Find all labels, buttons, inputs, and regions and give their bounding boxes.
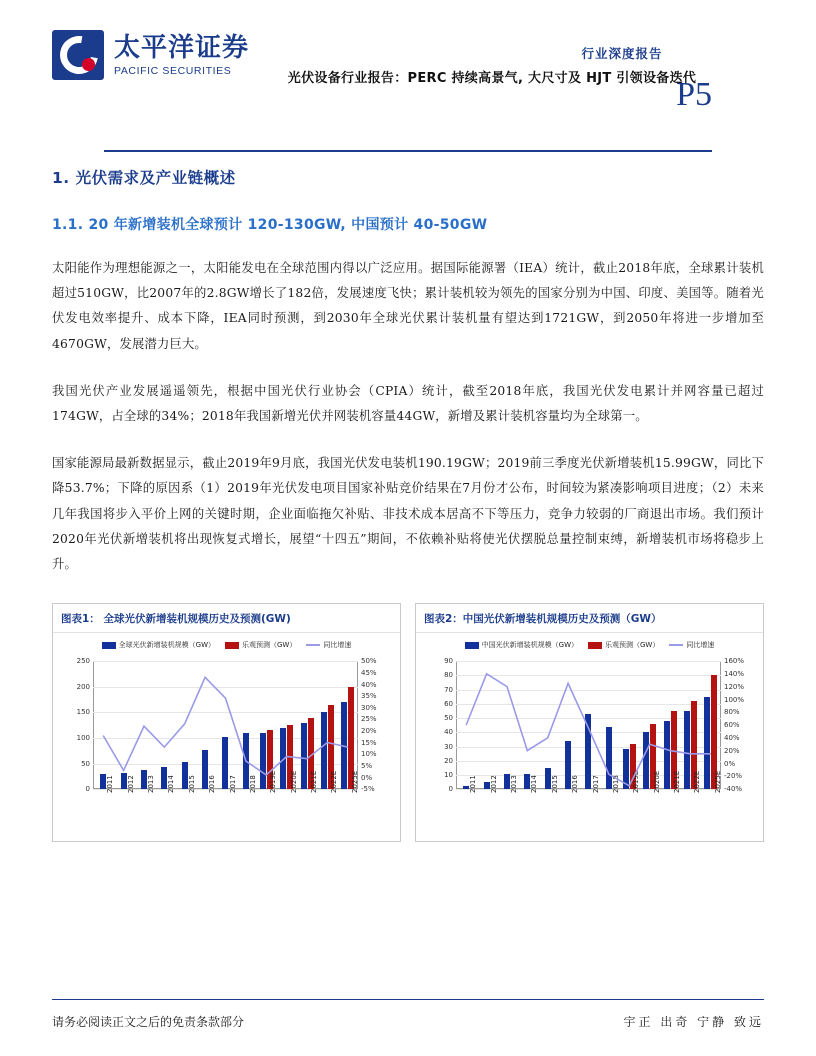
header-divider bbox=[104, 150, 712, 152]
y-axis-tick-label: 90 bbox=[444, 657, 453, 666]
x-axis-tick-label: 2022E bbox=[330, 770, 339, 794]
secondary-y-axis-tick-label: 140% bbox=[724, 670, 745, 679]
exhibit-1-title: 图表1： 全球光伏新增装机规模历史及预测(GW) bbox=[53, 604, 400, 633]
report-type-label: 行业深度报告 bbox=[581, 46, 663, 61]
body-paragraph: 太阳能作为理想能源之一，太阳能发电在全球范围内得以广泛应用。据国际能源署（IEA）统计，截止2018年底，全球累计装机超过510GW，比2007年的2.8GW增长了182倍，发展速度飞快；累计装机较为领先的国家分别为中国、印度、美国等。随着光伏发电效率提升、成本下降，IEA同时预测，到2030年全球光伏累计装机量有望达到1721GW，到2050年将进一步增加至4670GW，发展潜力巨大。 bbox=[52, 261, 764, 351]
legend-swatch-blue-icon bbox=[465, 642, 479, 649]
secondary-y-axis-tick-label: -40% bbox=[724, 785, 743, 794]
y-axis-tick-label: 250 bbox=[76, 657, 90, 666]
legend-label: 乐观预测（GW） bbox=[242, 641, 297, 650]
x-axis-tick-label: 2019E bbox=[632, 770, 641, 794]
exhibit-2-legend bbox=[416, 633, 763, 653]
growth-rate-line-series bbox=[93, 661, 358, 789]
subsection-heading: 1.1. 20 年新增装机全球预计 120-130GW, 中国预计 40-50GW bbox=[52, 217, 488, 233]
y-axis-tick-label: 200 bbox=[76, 682, 90, 691]
secondary-y-axis-tick-label: 30% bbox=[361, 703, 377, 712]
y-axis-tick-label: 100 bbox=[76, 734, 90, 743]
logo-english-name: PACIFIC SECURITIES bbox=[114, 65, 232, 78]
secondary-y-axis-tick-label: 80% bbox=[724, 708, 740, 717]
y-axis-tick-label: 50 bbox=[444, 714, 453, 723]
secondary-y-axis-tick-label: 100% bbox=[724, 695, 745, 704]
logo-text bbox=[114, 33, 249, 77]
x-axis-tick-label: 2021E bbox=[310, 770, 319, 794]
secondary-y-axis-tick-label: 35% bbox=[361, 692, 377, 701]
secondary-y-axis-tick-label: 45% bbox=[361, 668, 377, 677]
legend-swatch-red-icon bbox=[225, 642, 239, 649]
x-axis-tick-label: 2021E bbox=[673, 770, 682, 794]
x-axis-tick-label: 2016 bbox=[208, 775, 217, 794]
legend-swatch-red-icon bbox=[588, 642, 602, 649]
x-axis-tick-label: 2013 bbox=[509, 775, 518, 794]
exhibit-1-legend bbox=[53, 633, 400, 653]
secondary-y-axis-tick-label: 60% bbox=[724, 721, 740, 730]
legend-label: 中国光伏新增装机规模（GW） bbox=[481, 641, 578, 650]
legend-label: 乐观预测（GW） bbox=[605, 641, 660, 650]
legend-item bbox=[465, 640, 578, 650]
header-titles bbox=[267, 44, 717, 89]
x-axis-tick-label: 2017 bbox=[591, 775, 600, 794]
x-axis-tick-label: 2025E bbox=[713, 770, 722, 794]
legend-label: 同比增速 bbox=[323, 641, 352, 650]
x-axis-tick-label: 2020E bbox=[289, 770, 298, 794]
legend-item bbox=[669, 640, 714, 650]
secondary-y-axis-tick-label: 15% bbox=[361, 738, 377, 747]
legend-item bbox=[225, 640, 296, 650]
logo-chinese-name: 太平洋证券 bbox=[114, 32, 250, 63]
legend-label: 全球光伏新增装机规模（GW） bbox=[118, 641, 215, 650]
secondary-y-axis-tick-label: 120% bbox=[724, 682, 745, 691]
x-axis-tick-label: 2014 bbox=[530, 775, 539, 794]
y-axis-tick-label: 10 bbox=[444, 771, 453, 779]
x-axis-tick-label: 2011 bbox=[106, 775, 115, 794]
x-axis-tick-label: 2018 bbox=[248, 775, 257, 794]
x-axis-tick-label: 2018 bbox=[611, 775, 620, 794]
y-axis-tick-label: 30 bbox=[444, 742, 453, 751]
secondary-y-axis-tick-label: 160% bbox=[724, 657, 745, 666]
legend-label: 同比增速 bbox=[686, 641, 715, 650]
x-axis-tick-label: 2016 bbox=[571, 775, 580, 794]
secondary-y-axis-tick-label: 10% bbox=[361, 750, 377, 759]
footer-disclaimer: 请务必阅读正文之后的免责条款部分 bbox=[52, 1015, 245, 1029]
body-paragraph: 国家能源局最新数据显示，截止2019年9月底，我国光伏发电装机190.19GW；2019前三季度光伏新增装机15.99GW，同比下降53.7%；下降的原因系（1）2019年光伏发电项目国家补贴竞价结果在7月份才公布，时间较为紧凑影响项目进度；（2）未来几年我国将步入平价上网的关键时期，企业面临拖欠补贴、非技术成本居高不下等压力，竞争力较弱的厂商退出市场。我们预计2020年光伏新增装机将出现恢复式增长，展望“十四五”期间，不依赖补贴将使光伏摆脱总量控制束缚，新增装机市场将稳步上升。 bbox=[52, 456, 764, 572]
secondary-y-axis-tick-label: 40% bbox=[361, 680, 377, 689]
section-heading: 1. 光伏需求及产业链概述 bbox=[52, 169, 236, 187]
x-axis-tick-label: 2020E bbox=[652, 770, 661, 794]
company-logo bbox=[52, 0, 249, 82]
exhibit-row bbox=[52, 603, 764, 842]
x-axis-tick-label: 2015 bbox=[550, 775, 559, 794]
y-axis-tick-label: 150 bbox=[76, 708, 90, 717]
page-number: P5 bbox=[676, 76, 712, 113]
y-axis-tick-label: 20 bbox=[444, 756, 453, 765]
exhibit-1-plot-area bbox=[59, 655, 394, 835]
secondary-y-axis-tick-label: 20% bbox=[724, 746, 740, 755]
y-axis-tick-label: 0 bbox=[85, 785, 90, 794]
page-content bbox=[52, 120, 764, 842]
page-header bbox=[52, 0, 764, 120]
legend-swatch-line-icon bbox=[669, 644, 683, 646]
x-axis-tick-label: 2015 bbox=[187, 775, 196, 794]
x-axis-tick-label: 2022E bbox=[693, 770, 702, 794]
secondary-y-axis-tick-label: 5% bbox=[361, 761, 373, 770]
x-axis-tick-label: 2014 bbox=[167, 775, 176, 794]
secondary-y-axis-tick-label: 20% bbox=[361, 727, 377, 736]
footer-slogan: 宇正 出奇 宁静 致远 bbox=[623, 1015, 764, 1029]
legend-item bbox=[588, 640, 659, 650]
body-paragraph: 我国光伏产业发展遥遥领先，根据中国光伏行业协会（CPIA）统计，截至2018年底，我国光伏发电累计并网容量已超过174GW，占全球的34%；2018年我国新增光伏并网装机容量44GW，新增及累计装机容量均为全球第一。 bbox=[52, 383, 764, 424]
x-axis-tick-label: 2012 bbox=[126, 775, 135, 794]
exhibit-2-title: 图表2：中国光伏新增装机规模历史及预测（GW） bbox=[416, 604, 763, 633]
page-footer bbox=[52, 1013, 764, 1030]
growth-rate-line-series bbox=[456, 661, 721, 789]
y-axis-tick-label: 40 bbox=[444, 728, 453, 737]
x-axis-tick-label: 2012 bbox=[489, 775, 498, 794]
x-axis-tick-label: 2019E bbox=[269, 770, 278, 794]
x-axis-tick-label: 2011 bbox=[469, 775, 478, 794]
exhibit-chart-2 bbox=[415, 603, 764, 842]
secondary-y-axis-tick-label: 0% bbox=[361, 773, 373, 782]
exhibit-2-plot-area bbox=[422, 655, 757, 835]
secondary-y-axis-tick-label: 50% bbox=[361, 657, 377, 666]
y-axis-tick-label: 70 bbox=[444, 685, 453, 694]
footer-divider bbox=[52, 999, 764, 1000]
legend-swatch-blue-icon bbox=[102, 642, 116, 649]
y-axis-tick-label: 50 bbox=[81, 759, 90, 768]
secondary-y-axis-tick-label: -5% bbox=[361, 785, 375, 794]
y-axis-tick-label: 80 bbox=[444, 671, 453, 680]
exhibit-chart-1 bbox=[52, 603, 401, 842]
y-axis-tick-label: 0 bbox=[448, 785, 453, 794]
report-title: 光伏设备行业报告：PERC 持续高景气, 大尺寸及 HJT 引领设备迭代 bbox=[287, 71, 697, 86]
secondary-y-axis-tick-label: 25% bbox=[361, 715, 377, 724]
secondary-y-axis-tick-label: -20% bbox=[724, 772, 743, 781]
pacific-securities-logo-icon bbox=[52, 28, 106, 82]
x-axis-tick-label: 2013 bbox=[146, 775, 155, 794]
legend-item bbox=[102, 640, 215, 650]
x-axis-tick-label: 2017 bbox=[228, 775, 237, 794]
y-axis-tick-label: 60 bbox=[444, 699, 453, 708]
secondary-y-axis-tick-label: 40% bbox=[724, 734, 740, 743]
x-axis-tick-label: 2025E bbox=[350, 770, 359, 794]
secondary-y-axis-tick-label: 0% bbox=[724, 759, 736, 768]
legend-item bbox=[306, 640, 351, 650]
legend-swatch-line-icon bbox=[306, 644, 320, 646]
